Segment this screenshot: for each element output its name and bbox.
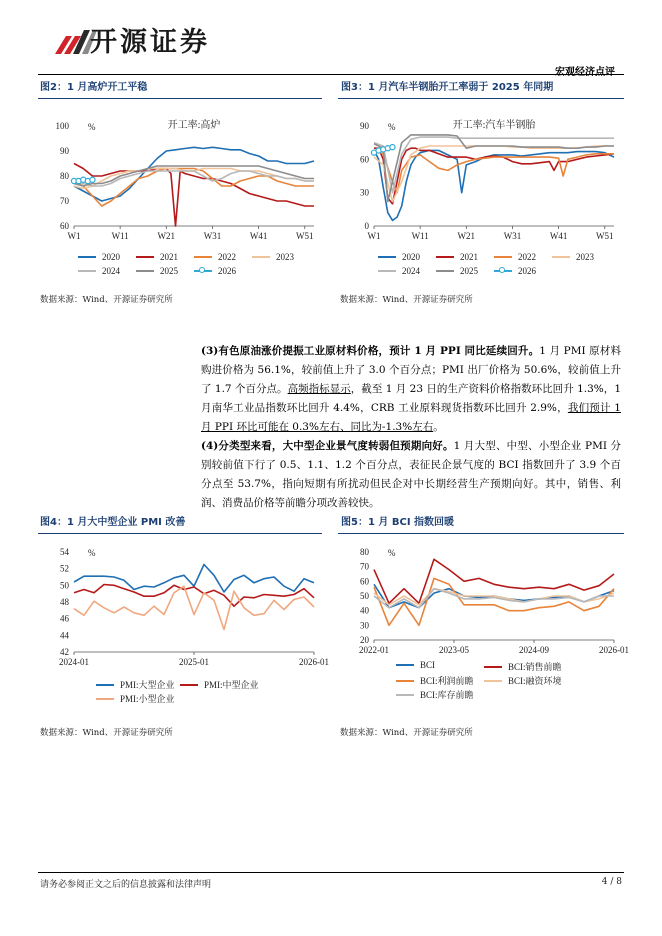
series-marker <box>90 177 95 182</box>
legend-item <box>484 660 562 673</box>
legend-fig5 <box>396 660 616 714</box>
paragraph-enterprise-type <box>201 437 621 513</box>
x-tick-label: 2024-01 <box>59 657 89 667</box>
chart-axes <box>374 226 614 229</box>
legend-label: 2025 <box>160 266 178 276</box>
footer-divider <box>38 872 624 873</box>
legend-swatch <box>396 694 414 696</box>
legend-label: 2021 <box>460 252 478 262</box>
y-tick-label: 100 <box>55 121 69 131</box>
legend-item <box>436 252 478 262</box>
chart-lines <box>71 147 314 226</box>
legend-label: BCI:销售前瞻 <box>508 662 562 672</box>
x-tick-label: W51 <box>296 231 314 241</box>
legend-label: 2026 <box>518 266 536 276</box>
legend-swatch <box>378 256 396 258</box>
chart-bci-index <box>340 542 629 672</box>
chart-axes <box>374 640 614 643</box>
legend-swatch <box>136 256 154 258</box>
legend-item <box>484 674 562 687</box>
legend-swatch <box>378 270 396 272</box>
y-tick-label: 80 <box>60 171 69 181</box>
chart-lines <box>371 135 614 221</box>
series-line <box>374 150 614 220</box>
x-tick-label: 2025-01 <box>179 657 209 667</box>
legend-item <box>396 674 474 687</box>
y-tick-label: 90 <box>60 146 69 156</box>
legend-swatch <box>96 698 114 700</box>
x-tick-label: W11 <box>411 231 429 241</box>
y-tick-label: 0 <box>364 221 369 231</box>
footer-disclaimer: 请务必参阅正文之后的信息披露和法律声明 <box>40 880 212 890</box>
legend-swatch <box>396 680 414 682</box>
series-line <box>74 586 314 629</box>
paragraph-ppi-lead: (3)有色原油涨价提振工业原材料价格，预计 1 月 PPI 同比延续回升。 <box>201 345 540 357</box>
figure-3-title-rule <box>338 98 624 99</box>
legend-item <box>252 252 294 262</box>
legend-item <box>494 266 536 276</box>
logo-text: 开源证券 <box>90 27 210 58</box>
x-tick-label: W31 <box>203 231 222 241</box>
chart-pmi-by-size <box>40 542 329 672</box>
legend-label: PMI:小型企业 <box>120 694 175 704</box>
legend-label: 2023 <box>576 252 594 262</box>
legend-label: BCI <box>420 660 436 670</box>
x-tick-label: 2026-01 <box>599 645 629 655</box>
figure-4-title: 图4：1 月大中型企业 PMI 改善 <box>40 517 186 528</box>
y-tick-label: 44 <box>60 630 69 641</box>
legend-swatch <box>552 256 570 258</box>
x-tick-label: 2023-05 <box>439 645 469 655</box>
chart-labels <box>59 547 329 667</box>
chart-axes <box>74 652 314 655</box>
y-tick-label: 30 <box>360 187 369 198</box>
x-tick-label: W21 <box>157 231 176 241</box>
paragraph-ppi-text-c: 。 <box>433 421 444 433</box>
legend-item <box>136 266 178 276</box>
y-tick-label: 46 <box>60 613 69 624</box>
figure-5-source: 数据来源：Wind、开源证券研究所 <box>340 728 473 738</box>
figure-2-source: 数据来源：Wind、开源证券研究所 <box>40 295 173 305</box>
paragraph-ppi-underline-1: 高频指标显示 <box>287 383 351 395</box>
y-tick-label: 50 <box>60 580 69 591</box>
paragraph-ppi-text-b: ，截至 1 月 23 日的生产资料价格指数环比回升 1.3%，1 月南华工业品指数环比回升 4.4%，CRB 工业原料现货指数环比回升 2.9%， <box>201 383 622 414</box>
y-tick-label: 42 <box>60 647 69 657</box>
x-tick-label: 2022-01 <box>359 645 389 655</box>
legend-item <box>396 660 435 670</box>
y-tick-label: 30 <box>360 620 369 631</box>
legend-label: 2023 <box>276 252 294 262</box>
legend-label: 2020 <box>102 252 120 262</box>
legend-item <box>552 252 594 262</box>
legend-swatch <box>494 270 512 272</box>
header-divider <box>38 74 624 75</box>
y-tick-label: 20 <box>360 635 369 645</box>
legend-swatch <box>78 256 96 258</box>
chart-axes <box>74 226 314 229</box>
legend-swatch <box>484 666 502 668</box>
legend-swatch <box>436 270 454 272</box>
y-axis-unit: % <box>88 548 96 558</box>
legend-swatch <box>180 684 198 686</box>
legend-item <box>378 266 420 276</box>
legend-label: BCI:库存前瞻 <box>420 690 474 700</box>
legend-label: BCI:利润前瞻 <box>420 676 474 686</box>
x-tick-label: W11 <box>111 231 129 241</box>
legend-item <box>180 678 259 691</box>
x-tick-label: W1 <box>367 231 381 241</box>
y-tick-label: 54 <box>60 547 69 557</box>
figure-2-title-rule <box>38 98 322 99</box>
legend-label: 2020 <box>402 252 420 262</box>
y-tick-label: 70 <box>360 561 369 572</box>
chart-title: 开工率:高炉 <box>167 120 221 131</box>
x-tick-label: 2024-09 <box>519 645 549 655</box>
legend-fig2 <box>78 252 318 282</box>
y-tick-label: 40 <box>360 605 369 616</box>
figure-4-source: 数据来源：Wind、开源证券研究所 <box>40 728 173 738</box>
legend-label: PMI:大型企业 <box>120 680 175 690</box>
y-tick-label: 70 <box>60 196 69 206</box>
legend-item <box>194 252 236 262</box>
x-tick-label: W31 <box>503 231 522 241</box>
report-category: 宏观经济点评 <box>555 67 615 78</box>
paragraph-ppi-text-a: 1 月 PMI 原材料购进价格为 56.1%，较前值上升了 3.0 个百分点；PMI 出厂价格为 50.6%，较前值上升了 1.7 个百分点。 <box>201 345 621 395</box>
legend-item <box>396 688 474 701</box>
legend-label: 2022 <box>518 252 536 262</box>
series-line <box>74 164 314 227</box>
chart-blast-furnace <box>40 112 322 252</box>
legend-swatch <box>194 256 212 258</box>
figure-2-title: 图2：1 月高炉开工平稳 <box>40 82 148 93</box>
y-tick-label: 48 <box>60 597 69 607</box>
x-tick-label: W41 <box>249 231 268 241</box>
legend-item <box>378 252 420 262</box>
legend-label: 2024 <box>102 266 120 276</box>
paragraph-enterprise-text: 1 月大型、中型、小型企业 PMI 分别较前值下行了 0.5、1.1、1.2 个百分点，表征民企景气度的 BCI 指数回升了 3.9 个百分点至 53.7%，指向短期有所扰动但民企对中长期经营生产预期向好。其中，销售、利润、消费品价格等前瞻分项改善较快。 <box>201 440 621 509</box>
legend-item <box>194 266 236 276</box>
legend-item <box>96 692 175 705</box>
figure-5-title: 图5：1 月 BCI 指数回暖 <box>341 517 455 528</box>
chart-lines <box>374 559 614 625</box>
legend-item <box>136 252 178 262</box>
chart-title: 开工率:汽车半钢胎 <box>452 120 536 131</box>
legend-swatch <box>484 680 502 682</box>
legend-label: 2025 <box>460 266 478 276</box>
legend-swatch <box>494 256 512 258</box>
legend-swatch <box>96 684 114 686</box>
series-marker <box>390 145 395 150</box>
legend-swatch <box>396 664 414 666</box>
legend-swatch <box>436 256 454 258</box>
x-tick-label: W51 <box>596 231 614 241</box>
legend-swatch <box>78 270 96 272</box>
figure-3-title: 图3：1 月汽车半钢胎开工率弱于 2025 年同期 <box>341 82 554 93</box>
y-tick-label: 60 <box>60 221 69 231</box>
legend-item <box>78 252 120 262</box>
legend-swatch <box>136 270 154 272</box>
x-tick-label: W21 <box>457 231 476 241</box>
y-tick-label: 60 <box>360 154 369 165</box>
page-number: 4 / 8 <box>601 877 622 887</box>
figure-5-title-rule <box>338 533 624 534</box>
chart-lines <box>74 565 314 630</box>
y-tick-label: 50 <box>360 591 369 601</box>
x-tick-label: 2026-01 <box>299 657 329 667</box>
figure-4-title-rule <box>38 533 322 534</box>
legend-label: PMI:中型企业 <box>204 680 259 690</box>
y-tick-label: 80 <box>360 547 369 557</box>
paragraph-ppi <box>201 342 621 437</box>
paragraph-ppi-underline-2: 我们预计 1 月 PPI 环比可能在 0.3%左右、同比为-1.3%左右 <box>201 402 621 433</box>
legend-label: 2024 <box>402 266 420 276</box>
legend-fig3 <box>378 252 618 282</box>
legend-label: BCI:融资环境 <box>508 676 562 686</box>
legend-label: 2022 <box>218 252 236 262</box>
legend-fig4 <box>96 678 316 708</box>
y-tick-label: 90 <box>360 121 369 131</box>
y-axis-unit: % <box>388 122 396 132</box>
legend-swatch <box>252 256 270 258</box>
chart-semi-steel-tire <box>340 112 622 252</box>
legend-item <box>436 266 478 276</box>
figure-3-source: 数据来源：Wind、开源证券研究所 <box>340 295 473 305</box>
x-tick-label: W41 <box>549 231 568 241</box>
x-tick-label: W1 <box>67 231 81 241</box>
legend-label: 2026 <box>218 266 236 276</box>
y-tick-label: 60 <box>360 576 369 587</box>
legend-swatch <box>194 270 212 272</box>
y-axis-unit: % <box>88 122 96 132</box>
y-axis-unit: % <box>388 548 396 558</box>
legend-item <box>78 266 120 276</box>
y-tick-label: 52 <box>60 563 69 574</box>
legend-label: 2021 <box>160 252 178 262</box>
paragraph-enterprise-lead: (4)分类型来看，大中型企业景气度转弱但预期向好。 <box>201 440 454 452</box>
legend-item <box>96 678 175 691</box>
legend-item <box>494 252 536 262</box>
